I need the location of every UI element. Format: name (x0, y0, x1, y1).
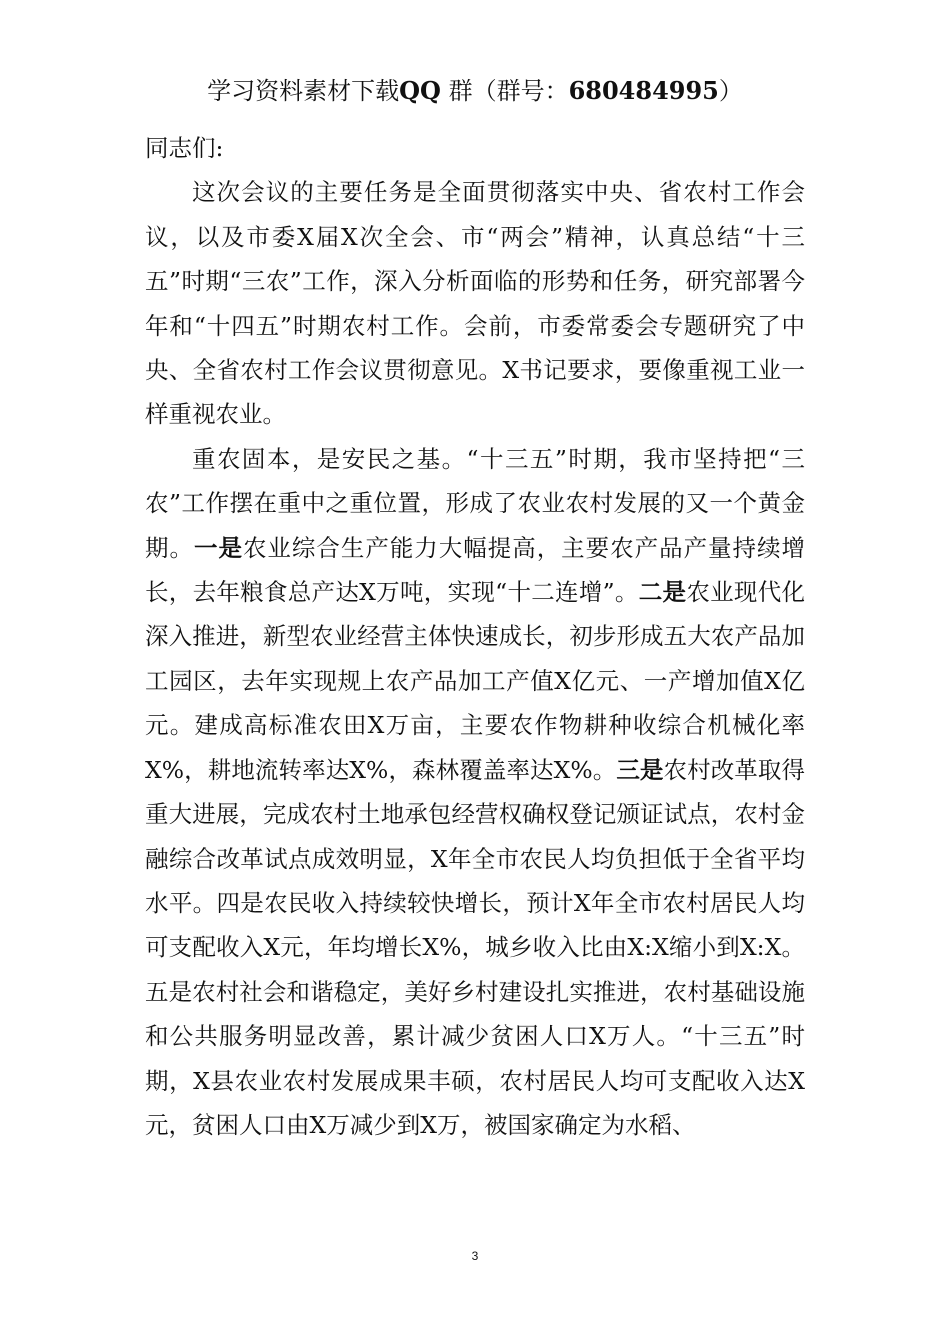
paragraph-achievements (145, 437, 805, 1148)
header-qq: QQ (399, 76, 441, 105)
page-number: 3 (471, 1249, 479, 1263)
item-two-label: 二是 (638, 578, 687, 607)
header-group-number: 680484995 (568, 76, 719, 105)
item-two-text: 农业现代化深入推进，新型农业经营主体快速成长，初步形成五大农产品加工园区，去年实现规上农产品加工产值X亿元、一产增加值X亿元。建成高标准农田X万亩，主要农作物耕种收综合机械化率X%，耕地流转率达X%，森林覆盖率达X%。 (145, 578, 806, 784)
achievements-intro: 重农固本，是安民之基。“十三五”时期，我市坚持把“三农”工作摆在重中之重位置，形成了农业农村发展的又一个黄金期。 (145, 444, 805, 562)
item-one-label: 一是 (193, 533, 243, 562)
paragraph-meeting-tasks: 这次会议的主要任务是全面贯彻落实中央、省农村工作会议，以及市委X届X次全会、市“两会”精神，认真总结“十三五”时期“三农”工作，深入分析面临的形势和任务，研究部署今年和“十四五”时期农村工作。会前，市委常委会专题研究了中央、全省农村工作会议贯彻意见。X书记要求，要像重视工业一样重视农业。 (145, 178, 805, 429)
item-three-label: 三是 (616, 755, 664, 784)
header-prefix: 学习资料素材下载 (207, 77, 400, 105)
document-body (145, 126, 805, 1147)
header-group: 群（群号： (440, 77, 569, 105)
header-suffix: ） (718, 77, 743, 105)
item-three-text: 农村改革取得重大进展，完成农村土地承包经营权确权登记颁证试点，农村金融综合改革试点成效明显，X年全市农民人均负担低于全省平均水平。四是农民收入持续较快增长，预计X年全市农村居民人均可支配收入X元，年均增长X%，城乡收入比由X:X缩小到X:X。五是农村社会和谐稳定，美好乡村建设扎实推进，农村基础设施和公共服务明显改善，累计减少贫困人口X万人。“十三五”时期，X县农业农村发展成果丰硕，农村居民人均可支配收入达X元，贫困人口由X万减少到X万，被国家确定为水稻、 (145, 755, 805, 1139)
item-one-text: 农业综合生产能力大幅提高，主要农产品产量持续增长，去年粮食总产达X万吨，实现“十二连增”。 (145, 533, 806, 607)
salutation: 同志们: (145, 134, 224, 162)
document-header (0, 76, 950, 106)
